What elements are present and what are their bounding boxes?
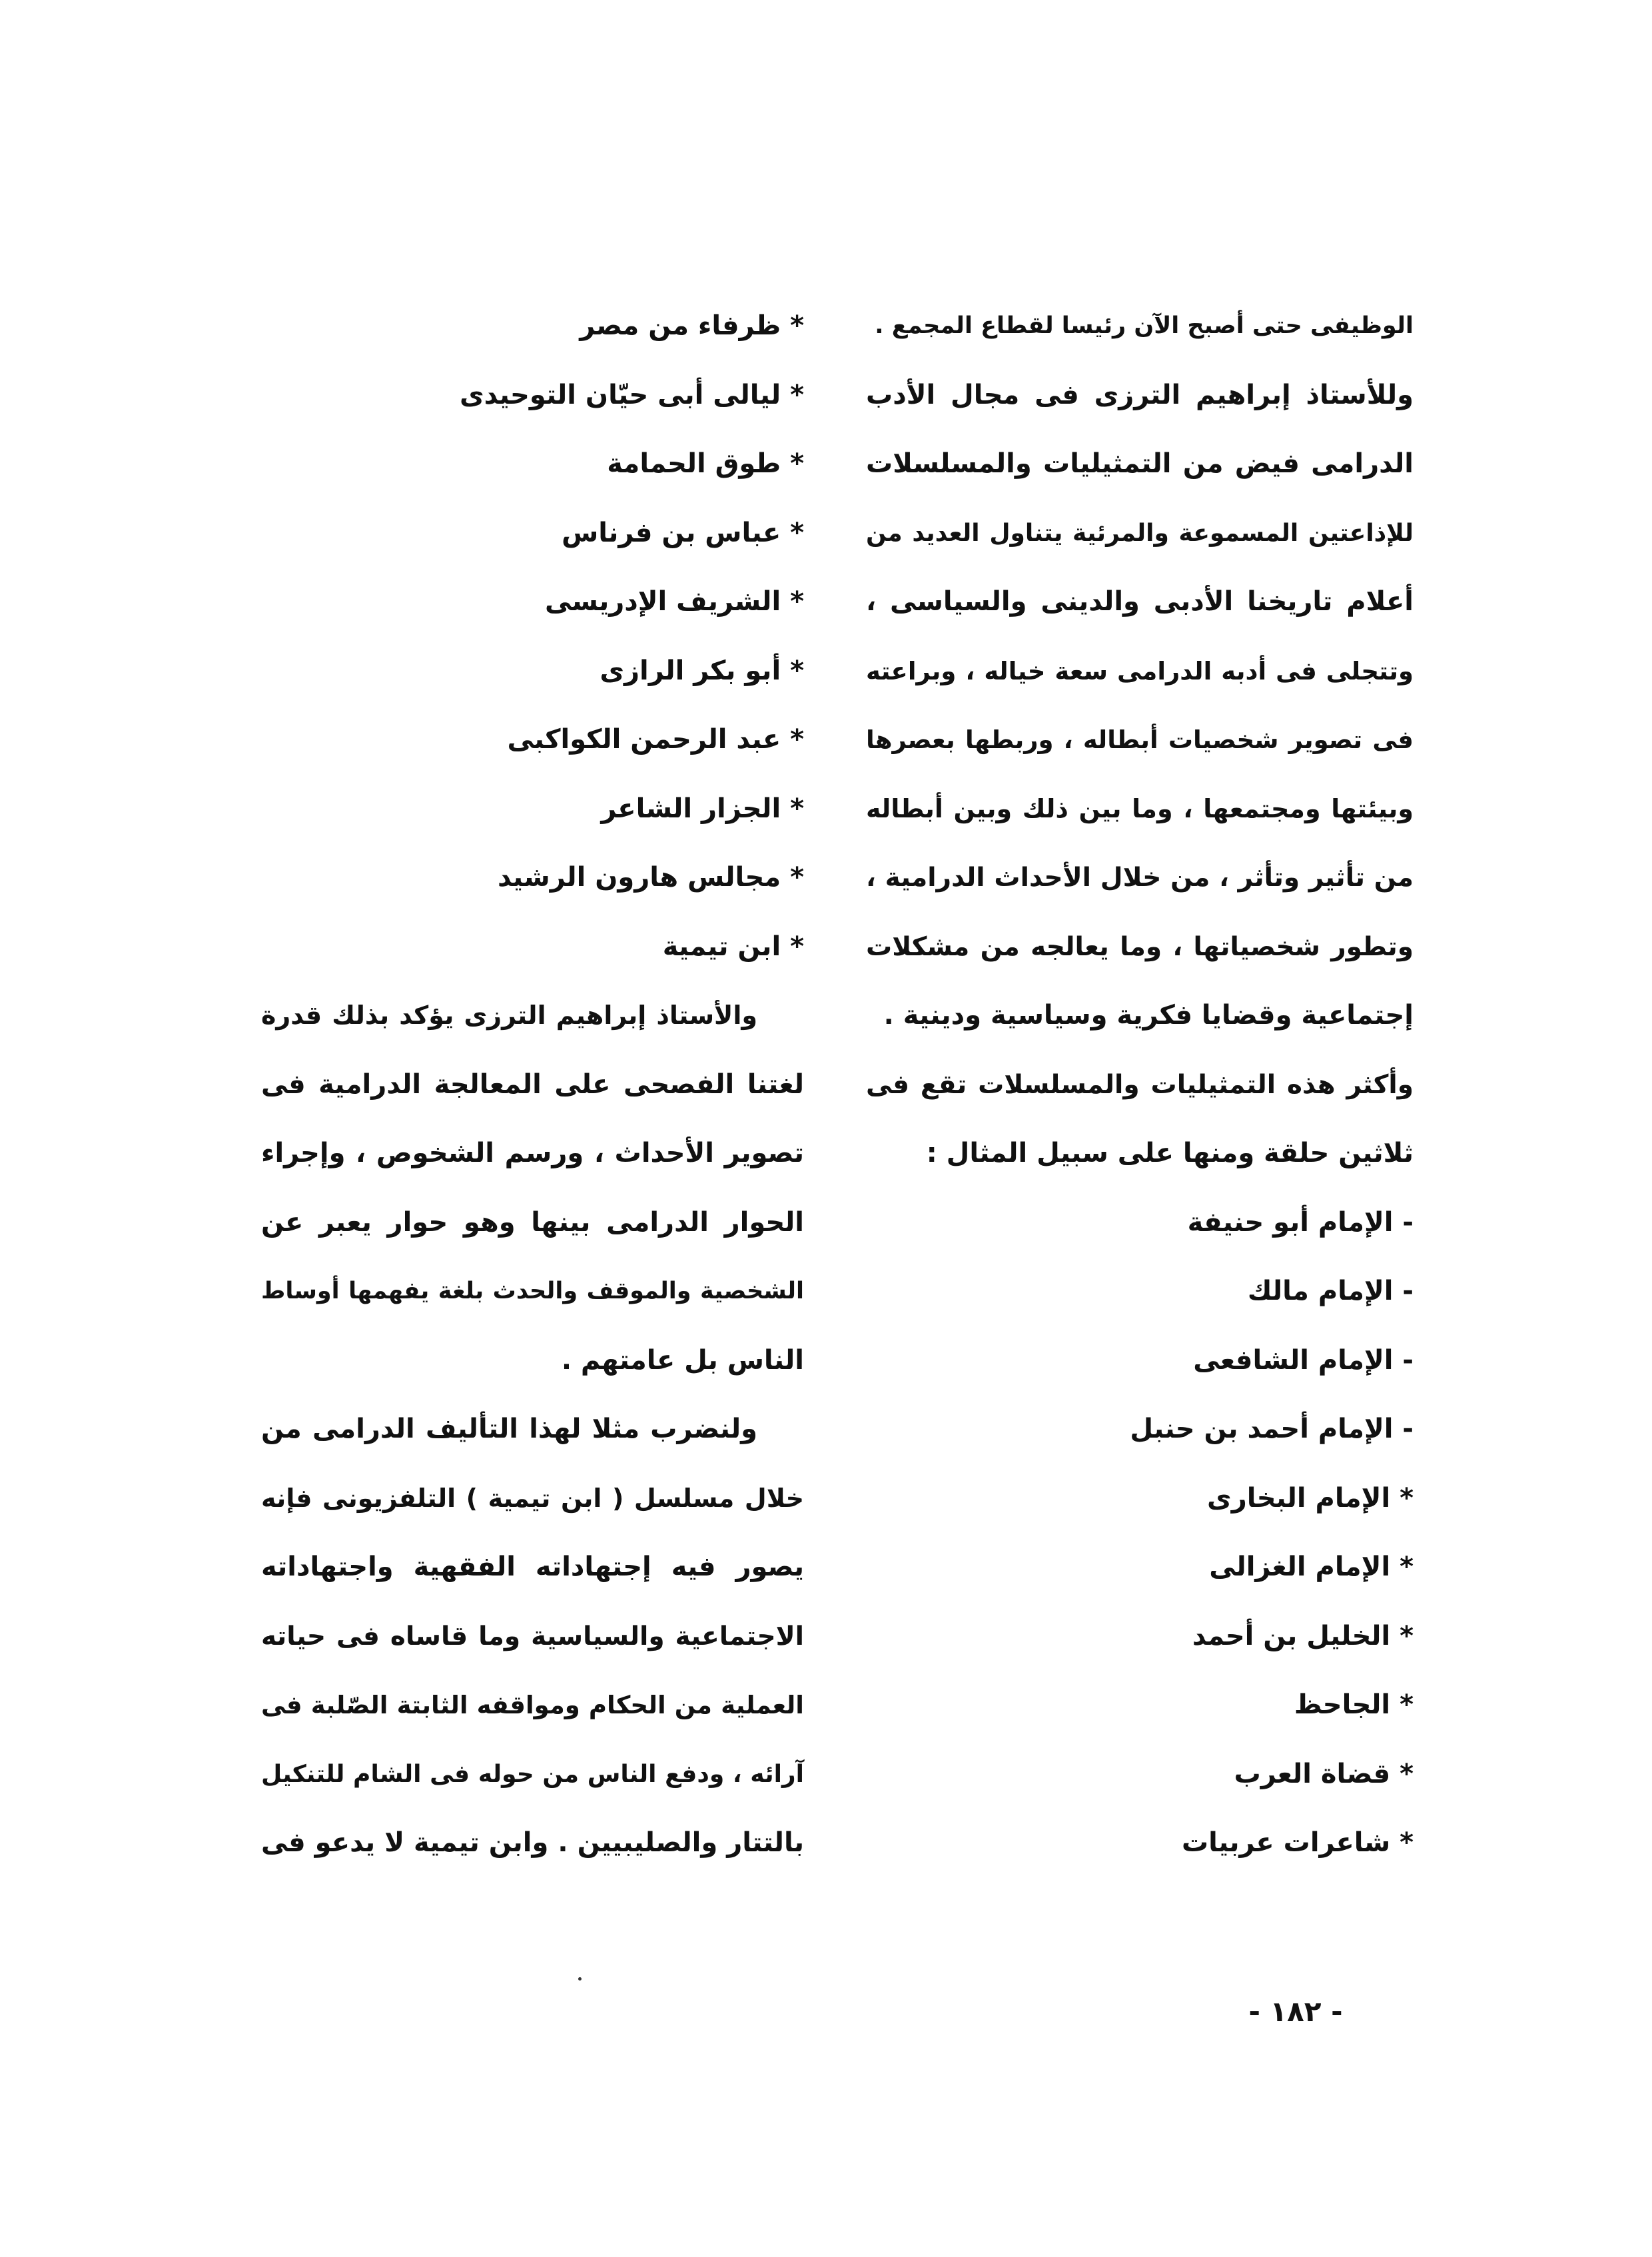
list-item: - الإمام الشافعى	[1193, 1344, 1414, 1376]
list-item: * عبد الرحمن الكواكبى	[507, 724, 804, 755]
paragraph-line: ثلاثين حلقة ومنها على سبيل المثال :	[926, 1138, 1414, 1168]
paragraph-line: العملية من الحكام ومواقفه الثابتة الصّلبة فى	[261, 1691, 804, 1719]
paragraph-line: الشخصية والموقف والحدث بلغة يفهمها أوساط	[261, 1278, 804, 1304]
list-item: * ظرفاء من مصر	[580, 310, 804, 341]
list-item: * ليالى أبى حيّان التوحيدى	[459, 379, 804, 410]
list-item: * الخليل بن أحمد	[1192, 1620, 1414, 1651]
list-item: * مجالس هارون الرشيد	[497, 862, 804, 893]
paragraph-line: الوظيفى حتى أصبح الآن رئيسا لقطاع المجمع .	[875, 312, 1414, 339]
paragraph-line: الاجتماعية والسياسية وما قاساه فى حياته	[261, 1621, 804, 1651]
paragraph-line: الناس بل عامتهم .	[561, 1344, 804, 1376]
paragraph-line: خلال مسلسل ( ابن تيمية ) التلفزيونى فإنه	[261, 1483, 804, 1513]
paragraph-line: فى تصوير شخصيات أبطاله ، وربطها بعصرها	[866, 725, 1414, 754]
paragraph-line: أعلام تاريخنا الأدبى والدينى والسياسى ،	[866, 586, 1414, 617]
right-text-column	[866, 292, 1414, 1878]
list-item: * قضاة العرب	[1234, 1758, 1414, 1789]
paragraph-line: وأكثر هذه التمثيليات والمسلسلات تقع فى	[866, 1069, 1414, 1100]
list-item: * الشريف الإدريسى	[545, 586, 804, 617]
list-item: * عباس بن فرناس	[562, 517, 804, 548]
paragraph-line: للإذاعتين المسموعة والمرئية يتناول العديد من	[866, 519, 1414, 547]
paragraph-line: وللأستاذ إبراهيم الترزى فى مجال الأدب	[866, 379, 1414, 410]
list-item: * أبو بكر الرازى	[600, 655, 804, 686]
list-item: * الجاحظ	[1294, 1689, 1414, 1720]
list-item: * شاعرات عربيات	[1181, 1827, 1414, 1858]
paragraph-line: وتطور شخصياتها ، وما يعالجه من مشكلات	[866, 931, 1414, 962]
paragraph-line: لغتنا الفصحى على المعالجة الدرامية فى	[261, 1069, 804, 1100]
paragraph-line: تصوير الأحداث ، ورسم الشخوص ، وإجراء	[261, 1138, 804, 1168]
list-item: * الإمام الغزالى	[1209, 1552, 1414, 1582]
list-item: * الإمام البخارى	[1207, 1482, 1414, 1514]
paragraph-line: وتتجلى فى أدبه الدرامى سعة خياله ، وبراعته	[866, 656, 1414, 685]
paragraph-line: الحوار الدرامى بينها وهو حوار يعبر عن	[261, 1206, 804, 1238]
list-item: - الإمام أحمد بن حنبل	[1130, 1414, 1414, 1444]
paragraph-line: آرائه ، ودفع الناس من حوله فى الشام للتنكيل	[261, 1760, 804, 1788]
paragraph-line: إجتماعية وقضايا فكرية وسياسية ودينية .	[883, 1000, 1414, 1031]
page-number: - ١٨٢ -	[1248, 1995, 1343, 2028]
list-item: * ابن تيمية	[662, 931, 804, 962]
paragraph-line: والأستاذ إبراهيم الترزى يؤكد بذلك قدرة	[261, 1001, 757, 1030]
list-item: * طوق الحمامة	[607, 448, 804, 479]
paragraph-line: من تأثير وتأثر ، من خلال الأحداث الدرامية ،	[866, 863, 1414, 893]
list-item: - الإمام أبو حنيفة	[1187, 1206, 1414, 1238]
list-item: * الجزار الشاعر	[601, 793, 804, 824]
paragraph-line: ولنضرب مثلا لهذا التأليف الدرامى من	[261, 1414, 757, 1444]
left-text-column	[261, 292, 804, 1878]
scan-speck	[578, 1977, 582, 1981]
paragraph-line: وبيئتها ومجتمعها ، وما بين ذلك وبين أبطاله	[866, 793, 1414, 823]
list-item: - الإمام مالك	[1247, 1276, 1414, 1306]
paragraph-line: بالتتار والصليبيين . وابن تيمية لا يدعو فى	[261, 1827, 804, 1858]
paragraph-line: الدرامى فيض من التمثيليات والمسلسلات	[866, 448, 1414, 479]
paragraph-line: يصور فيه إجتهاداته الفقهية واجتهاداته	[261, 1552, 804, 1582]
